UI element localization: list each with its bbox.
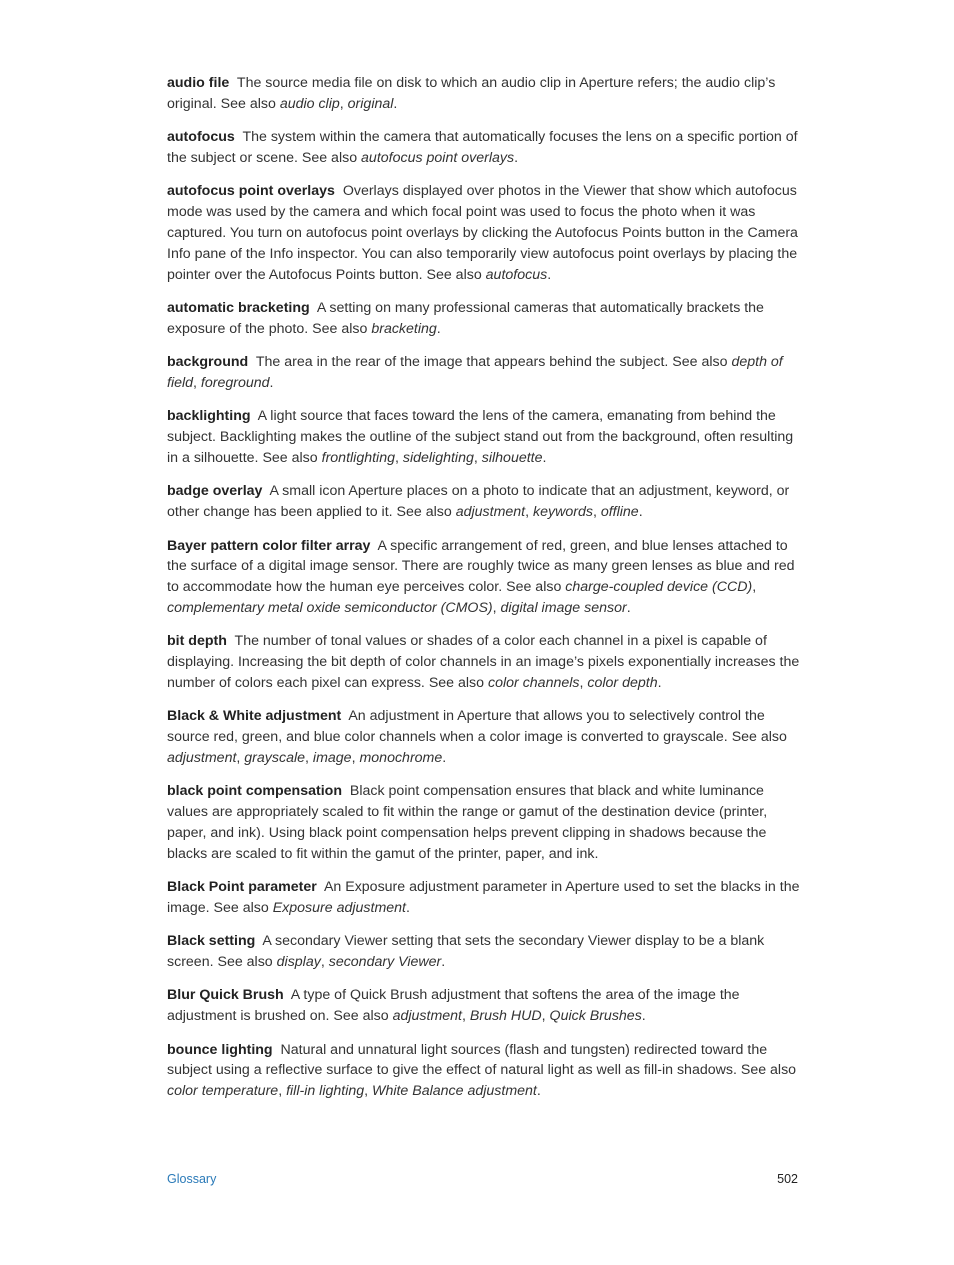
glossary-entry: Bayer pattern color filter array A specific arrangement of red, green, and blue lenses attached to the surface of a digital image sensor. There are roughly twice as many green lenses as blue and red to accommodate how the human eye perceives color. See also charge-coupled device (CCD), complementary metal oxide semiconductor (CMOS), digital image sensor.	[167, 537, 795, 616]
glossary-definition: A small icon Aperture places on a photo to indicate that an adjustment, keyword, or other change has been applied to it.	[167, 483, 790, 521]
see-also-link[interactable]: depth of field	[167, 354, 783, 391]
glossary-term: badge overlay	[167, 483, 263, 500]
glossary-term: autofocus point overlays	[167, 183, 335, 200]
see-also-link[interactable]: complementary metal oxide semiconductor (CMOS)	[167, 599, 493, 616]
glossary-definition: A specific arrangement of red, green, and blue lenses attached to the surface of a digital image sensor. There are roughly twice as many green lenses as blue and red to accommodate how the human eye perceives color.	[167, 537, 795, 596]
see-also-label: See also	[506, 579, 562, 596]
see-also-label: See also	[428, 674, 485, 691]
see-also-link[interactable]: image	[312, 749, 352, 766]
see-also-link[interactable]: color depth	[587, 674, 658, 691]
glossary-page	[167, 73, 807, 1115]
glossary-term: background	[167, 354, 249, 371]
glossary-entry: bounce lighting Natural and unnatural light sources (flash and tungsten) redirected toward the subject using a reflective surface to give the effect of natural light as well as fill-in shadows. See also color temperature, fill-in lighting, White Balance adjustment.	[167, 1041, 797, 1100]
glossary-term: automatic bracketing	[167, 299, 310, 316]
see-also-link[interactable]: audio clip	[279, 95, 340, 112]
see-also-link[interactable]: charge-coupled device (CCD)	[565, 579, 753, 596]
see-also-link[interactable]: fill-in lighting	[286, 1083, 365, 1100]
glossary-term: black point compensation	[167, 783, 343, 800]
see-also-label: See also	[301, 149, 358, 166]
glossary-definition: Overlays displayed over photos in the Viewer that show which autofocus mode was used by the camera and which focal point was used to focus the photo when it was captured. You turn on autofocus point overlays by clicking the Autofocus Points button in the Camera Info pane of the Info inspector. You can also temporarily view autofocus point overlays by placing the pointer over the Autofocus Points button.	[167, 183, 798, 283]
glossary-entry: Black Point parameter An Exposure adjustment parameter in Aperture used to set the blacks in the image. See also Exposure adjustment.	[167, 879, 800, 916]
glossary-term: Black & White adjustment	[167, 708, 342, 725]
see-also-label: See also	[333, 1008, 389, 1025]
glossary-definition: A setting on many professional cameras that automatically brackets the exposure of the photo.	[167, 299, 764, 337]
glossary-entry: Black & White adjustment An adjustment in Aperture that allows you to selectively control the source red, green, and blue color channels when a color image is converted to grayscale. See also adjustment, grayscale, image, monochrome.	[167, 708, 787, 766]
glossary-entry: audio file The source media file on disk to which an audio clip in Aperture refers; the audio clip’s original. See also audio clip, original.	[167, 75, 776, 112]
glossary-definition: The area in the rear of the image that appears behind the subject.	[255, 354, 669, 371]
see-also-label: See also	[740, 1062, 797, 1079]
see-also-link[interactable]: secondary Viewer	[328, 954, 442, 971]
see-also-link[interactable]: original	[347, 95, 394, 112]
glossary-term: bit depth	[167, 633, 227, 650]
see-also-link[interactable]: display	[276, 954, 321, 971]
glossary-definition: Black point compensation ensures that black and white luminance values are appropriately scaled to fit within the range or gamut of the destination device (printer, paper, and ink). Using black point compensation helps prevent clipping in shadows because the blacks are scaled to fit within the gamut of the printer, paper, and ink.	[167, 783, 768, 862]
see-also-link[interactable]: keywords	[533, 504, 593, 521]
glossary-entry: automatic bracketing A setting on many professional cameras that automatically brackets the exposure of the photo. See also bracketing.	[167, 299, 764, 337]
glossary-term: Blur Quick Brush	[167, 987, 284, 1004]
glossary-term: audio file	[167, 75, 230, 91]
glossary-entry: autofocus point overlays Overlays displayed over photos in the Viewer that show which autofocus mode was used by the camera and which focal point was used to focus the photo when it was captured. You turn on autofocus point overlays by clicking the Autofocus Points button in the Camera Info pane of the Info inspector. You can also temporarily view autofocus point overlays by placing the pointer over the Autofocus Points button. See also autofocus.	[167, 183, 798, 283]
see-also-link[interactable]: Exposure adjustment	[272, 899, 406, 916]
glossary-term: Bayer pattern color filter array	[167, 537, 371, 554]
see-also-link[interactable]: adjustment	[455, 504, 526, 521]
glossary-definition: A light source that faces toward the lens of the camera, emanating from behind the subject. Backlighting makes the outline of the subject stand out from the background, often resulting in a silhouette.	[167, 408, 794, 466]
page-number: 502	[777, 1172, 798, 1186]
see-also-label: See also	[731, 729, 787, 746]
see-also-link[interactable]: sidelighting	[402, 449, 474, 466]
see-also-label: See also	[396, 504, 452, 521]
glossary-definition: The source media file on disk to which an audio clip in Aperture refers; the audio clip’s original.	[167, 75, 776, 112]
glossary-definition: An Exposure adjustment parameter in Aperture used to set the blacks in the image.	[167, 879, 800, 916]
see-also-link[interactable]: White Balance adjustment	[372, 1083, 537, 1100]
see-also-link[interactable]: color temperature	[167, 1083, 279, 1100]
glossary-term: autofocus	[167, 129, 235, 146]
glossary-entry: badge overlay A small icon Aperture places on a photo to indicate that an adjustment, keyword, or other change has been applied to it. See also adjustment, keywords, offline.	[167, 483, 790, 521]
see-also-label: See also	[672, 354, 728, 371]
glossary-definition: A secondary Viewer setting that sets the secondary Viewer display to be a blank screen.	[167, 933, 765, 971]
see-also-link[interactable]: frontlighting	[321, 449, 395, 466]
see-also-label: See also	[220, 95, 276, 112]
see-also-link[interactable]: foreground	[200, 374, 270, 391]
glossary-entry: Black setting A secondary Viewer setting that sets the secondary Viewer display to be a blank screen. See also display, secondary Viewer.	[167, 933, 765, 971]
see-also-link[interactable]: autofocus point overlays	[361, 149, 515, 166]
see-also-link[interactable]: color channels	[488, 674, 580, 691]
see-also-label: See also	[217, 954, 273, 971]
see-also-link[interactable]: digital image sensor	[500, 599, 627, 616]
see-also-link[interactable]: adjustment	[167, 749, 237, 766]
see-also-link[interactable]: adjustment	[392, 1008, 462, 1025]
glossary-term: backlighting	[167, 408, 251, 425]
glossary-definition: The number of tonal values or shades of a color each channel in a pixel is capable of displaying. Increasing the bit depth of color channels in an image’s pixels exponentially increases the number of colors each pixel can express.	[167, 633, 800, 691]
glossary-term: Black Point parameter	[167, 879, 317, 896]
see-also-label: See also	[262, 449, 318, 466]
see-also-link[interactable]: Quick Brushes	[549, 1008, 642, 1025]
see-also-link[interactable]: grayscale	[244, 749, 306, 766]
footer-section-link[interactable]: Glossary	[167, 1172, 217, 1186]
see-also-link[interactable]: silhouette	[481, 449, 543, 466]
see-also-label: See also	[213, 899, 269, 916]
see-also-link[interactable]: Brush HUD	[469, 1008, 542, 1025]
see-also-link[interactable]: offline	[600, 504, 639, 521]
glossary-term: Black setting	[167, 933, 256, 950]
glossary-term: bounce lighting	[167, 1041, 273, 1058]
see-also-label: See also	[312, 320, 368, 337]
see-also-label: See also	[426, 266, 482, 283]
glossary-entry: backlighting A light source that faces toward the lens of the camera, emanating from behind the subject. Backlighting makes the outline of the subject stand out from the background, often resulting in a silhouette. See also frontlighting, sidelighting, silhouette.	[167, 408, 794, 466]
glossary-entry: autofocus The system within the camera that automatically focuses the lens on a specific portion of the subject or scene. See also autofocus point overlays.	[167, 129, 798, 166]
see-also-link[interactable]: autofocus	[485, 266, 548, 283]
glossary-definition: The system within the camera that automatically focuses the lens on a specific portion of the subject or scene.	[167, 129, 798, 166]
see-also-link[interactable]: bracketing	[371, 320, 437, 337]
glossary-entry: background The area in the rear of the image that appears behind the subject. See also depth of field, foreground.	[167, 354, 783, 391]
glossary-definition: A type of Quick Brush adjustment that softens the area of the image the adjustment is brushed on.	[167, 987, 740, 1025]
see-also-link[interactable]: monochrome	[359, 749, 443, 766]
glossary-definition: An adjustment in Aperture that allows you to selectively control the source red, green, and blue color channels when a color image is converted to grayscale.	[167, 708, 765, 746]
glossary-entry	[167, 781, 807, 864]
glossary-definition: Natural and unnatural light sources (flash and tungsten) redirected toward the subject using a reflective surface to give the effect of natural light as well as fill-in shadows.	[167, 1041, 768, 1079]
glossary-entry: Blur Quick Brush A type of Quick Brush adjustment that softens the area of the image the adjustment is brushed on. See also adjustment, Brush HUD, Quick Brushes.	[167, 987, 740, 1025]
glossary-entry: bit depth The number of tonal values or shades of a color each channel in a pixel is capable of displaying. Increasing the bit depth of color channels in an image’s pixels exponentially increases the number of colors each pixel can express. See also color channels, color depth.	[167, 633, 800, 691]
